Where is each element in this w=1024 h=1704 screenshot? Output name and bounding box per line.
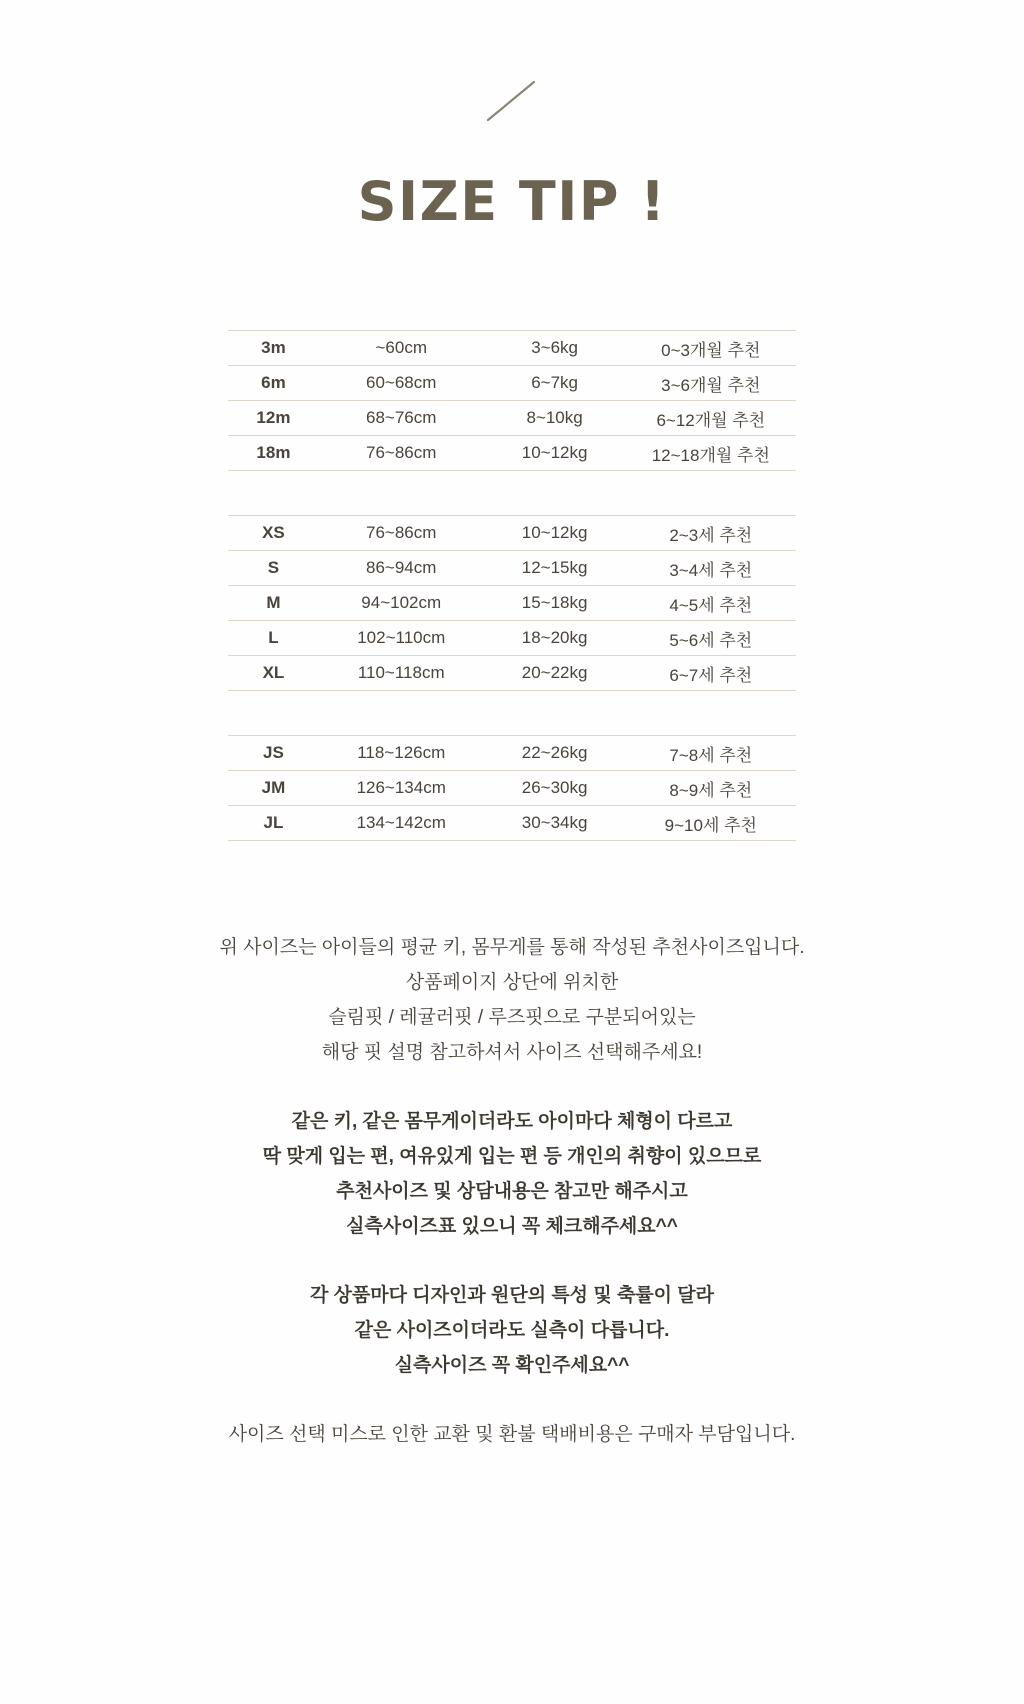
cell-age: 3~4세 추천 xyxy=(626,551,796,586)
cell-size: JS xyxy=(228,736,319,771)
note-line: 실측사이즈표 있으니 꼭 체크해주세요^^ xyxy=(346,1216,678,1237)
cell-size: JL xyxy=(228,806,319,841)
cell-weight: 10~12kg xyxy=(484,436,626,471)
cell-height: ~60cm xyxy=(319,331,484,366)
cell-size: M xyxy=(228,586,319,621)
cell-age: 6~7세 추천 xyxy=(626,656,796,691)
table-row xyxy=(228,736,796,771)
table-row xyxy=(228,401,796,436)
note-line: 사이즈 선택 미스로 인한 교환 및 환불 택배비용은 구매자 부담입니다. xyxy=(228,1424,796,1445)
cell-weight: 6~7kg xyxy=(484,366,626,401)
page-title: SIZE TIP ! xyxy=(357,170,667,233)
cell-weight: 12~15kg xyxy=(484,551,626,586)
table-row xyxy=(228,516,796,551)
page-title-wrap xyxy=(0,170,1024,233)
note-block-measurement xyxy=(0,1278,1024,1383)
table-row xyxy=(228,621,796,656)
cell-weight: 20~22kg xyxy=(484,656,626,691)
cell-size: XS xyxy=(228,516,319,551)
note-line: 딱 맞게 입는 편, 여유있게 입는 편 등 개인의 취향이 있으므로 xyxy=(262,1146,762,1167)
cell-height: 76~86cm xyxy=(319,436,484,471)
cell-age: 3~6개월 추천 xyxy=(626,366,796,401)
cell-height: 60~68cm xyxy=(319,366,484,401)
cell-height: 94~102cm xyxy=(319,586,484,621)
diagonal-slash-icon xyxy=(0,78,1024,124)
cell-age: 6~12개월 추천 xyxy=(626,401,796,436)
cell-age: 4~5세 추천 xyxy=(626,586,796,621)
cell-age: 8~9세 추천 xyxy=(626,771,796,806)
cell-height: 134~142cm xyxy=(319,806,484,841)
cell-weight: 3~6kg xyxy=(484,331,626,366)
cell-weight: 30~34kg xyxy=(484,806,626,841)
table-row xyxy=(228,771,796,806)
note-line: 슬림핏 / 레귤러핏 / 루즈핏으로 구분되어있는 xyxy=(328,1007,696,1028)
cell-weight: 18~20kg xyxy=(484,621,626,656)
table-row xyxy=(228,656,796,691)
cell-size: 3m xyxy=(228,331,319,366)
note-line: 같은 키, 같은 몸무게이더라도 아이마다 체형이 다르고 xyxy=(291,1111,733,1132)
cell-height: 110~118cm xyxy=(319,656,484,691)
table-row xyxy=(228,366,796,401)
table-row xyxy=(228,436,796,471)
note-block-shipping xyxy=(0,1417,1024,1452)
note-line: 같은 사이즈이더라도 실측이 다릅니다. xyxy=(354,1320,670,1341)
cell-size: XL xyxy=(228,656,319,691)
table-row xyxy=(228,551,796,586)
cell-weight: 10~12kg xyxy=(484,516,626,551)
table-row xyxy=(228,586,796,621)
cell-height: 126~134cm xyxy=(319,771,484,806)
cell-weight: 15~18kg xyxy=(484,586,626,621)
note-line: 실측사이즈 꼭 확인주세요^^ xyxy=(394,1355,630,1376)
cell-age: 12~18개월 추천 xyxy=(626,436,796,471)
size-table-junior xyxy=(228,735,796,841)
cell-size: 6m xyxy=(228,366,319,401)
cell-size: L xyxy=(228,621,319,656)
cell-age: 0~3개월 추천 xyxy=(626,331,796,366)
note-line: 위 사이즈는 아이들의 평균 키, 몸무게를 통해 작성된 추천사이즈입니다. xyxy=(219,937,805,958)
size-table-kids xyxy=(228,515,796,691)
table-row xyxy=(228,806,796,841)
size-table-baby xyxy=(228,330,796,471)
cell-height: 102~110cm xyxy=(319,621,484,656)
note-block-recommendation xyxy=(0,930,1024,1070)
size-tables xyxy=(228,330,796,841)
cell-age: 9~10세 추천 xyxy=(626,806,796,841)
cell-size: 18m xyxy=(228,436,319,471)
cell-height: 68~76cm xyxy=(319,401,484,436)
cell-size: 12m xyxy=(228,401,319,436)
cell-age: 7~8세 추천 xyxy=(626,736,796,771)
size-notes xyxy=(0,930,1024,1452)
cell-age: 5~6세 추천 xyxy=(626,621,796,656)
cell-size: S xyxy=(228,551,319,586)
cell-size: JM xyxy=(228,771,319,806)
cell-height: 118~126cm xyxy=(319,736,484,771)
note-line: 각 상품마다 디자인과 원단의 특성 및 축률이 달라 xyxy=(309,1285,715,1306)
table-row xyxy=(228,331,796,366)
note-line: 해당 핏 설명 참고하셔서 사이즈 선택해주세요! xyxy=(321,1042,703,1063)
note-line: 상품페이지 상단에 위치한 xyxy=(405,972,619,993)
cell-weight: 22~26kg xyxy=(484,736,626,771)
cell-height: 86~94cm xyxy=(319,551,484,586)
cell-weight: 8~10kg xyxy=(484,401,626,436)
note-block-body-type xyxy=(0,1104,1024,1244)
cell-weight: 26~30kg xyxy=(484,771,626,806)
note-line: 추천사이즈 및 상담내용은 참고만 해주시고 xyxy=(336,1181,688,1202)
cell-height: 76~86cm xyxy=(319,516,484,551)
cell-age: 2~3세 추천 xyxy=(626,516,796,551)
